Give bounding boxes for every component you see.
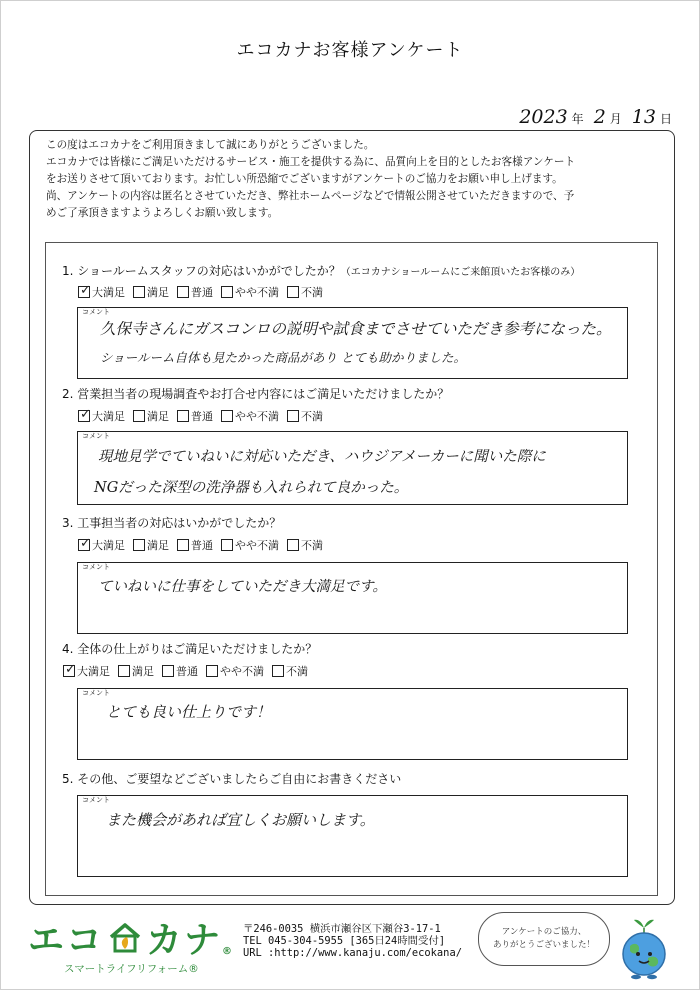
question-4 bbox=[62, 640, 317, 657]
comment-label: コメント bbox=[82, 308, 110, 316]
date-day-unit: 日 bbox=[659, 112, 672, 126]
question-5 bbox=[62, 770, 401, 787]
checkbox[interactable] bbox=[118, 665, 130, 677]
checkbox[interactable] bbox=[206, 665, 218, 677]
checkbox-checked[interactable] bbox=[78, 286, 90, 298]
logo-registered-mark: ® bbox=[222, 946, 235, 957]
q4-option-neutral[interactable] bbox=[162, 663, 198, 679]
checkbox[interactable] bbox=[162, 665, 174, 677]
address-line: 〒246-0035 横浜市瀬谷区下瀬谷3-17-1 bbox=[243, 923, 441, 935]
question-4-text: 4. 全体の仕上がりはご満足いただけましたか？ bbox=[62, 642, 318, 656]
comment-label: コメント bbox=[82, 563, 110, 571]
q2-option-satisfied[interactable] bbox=[133, 408, 169, 424]
q1-option-neutral[interactable] bbox=[177, 284, 213, 300]
q1-option-dissatisfied[interactable] bbox=[287, 284, 323, 300]
comment-handwriting: また機会があれば宜しくお願いします。 bbox=[106, 811, 375, 829]
option-label: 大満足 bbox=[92, 286, 125, 299]
option-label: 満足 bbox=[132, 665, 154, 678]
option-label: 大満足 bbox=[92, 539, 125, 552]
page-title: エコカナお客様アンケート bbox=[236, 40, 464, 61]
checkbox[interactable] bbox=[287, 286, 299, 298]
option-label: 不満 bbox=[286, 665, 308, 678]
question-3 bbox=[62, 514, 281, 531]
question-5-text: 5. その他、ご要望などございましたらご自由にお書きください bbox=[62, 772, 402, 786]
intro-line: この度はエコカナをご利用頂きまして誠にありがとうございました。 bbox=[46, 139, 375, 151]
phone-line: TEL 045-304-5955 [365日24時間受付] bbox=[243, 935, 446, 947]
q3-option-somewhat-dissatisfied[interactable] bbox=[221, 537, 279, 553]
q2-option-dissatisfied[interactable] bbox=[287, 408, 323, 424]
checkbox[interactable] bbox=[177, 286, 189, 298]
comment-handwriting: NGだった深型の洗浄器も入れられて良かった。 bbox=[94, 480, 409, 496]
question-4-options bbox=[63, 663, 308, 679]
question-1-text: 1. ショールームスタッフの対応はいかがでしたか？ bbox=[62, 264, 341, 278]
q2-option-very-satisfied[interactable] bbox=[78, 408, 125, 424]
option-label: 不満 bbox=[301, 286, 323, 299]
question-1-comment-box[interactable] bbox=[77, 307, 628, 379]
option-label: 普通 bbox=[176, 665, 198, 678]
option-label: 満足 bbox=[147, 286, 169, 299]
question-3-comment-box[interactable] bbox=[77, 562, 628, 634]
logo-text-eco: エコ bbox=[28, 920, 105, 961]
earth-mascot-icon bbox=[612, 914, 676, 980]
option-label: 大満足 bbox=[92, 410, 125, 423]
date-day: 13 bbox=[631, 106, 656, 128]
question-1 bbox=[62, 262, 580, 279]
checkbox-checked[interactable] bbox=[63, 665, 75, 677]
question-5-comment-box[interactable] bbox=[77, 795, 628, 877]
question-2-text: 2. 営業担当者の現場調査やお打合せ内容にはご満足いただけましたか？ bbox=[62, 387, 450, 401]
q3-option-neutral[interactable] bbox=[177, 537, 213, 553]
checkbox[interactable] bbox=[272, 665, 284, 677]
checkbox-checked[interactable] bbox=[78, 539, 90, 551]
option-label: やや不満 bbox=[235, 539, 279, 552]
q3-option-satisfied[interactable] bbox=[133, 537, 169, 553]
intro-line: めご了承頂きますようよろしくお願い致します。 bbox=[46, 207, 279, 219]
q3-option-very-satisfied[interactable] bbox=[78, 537, 125, 553]
comment-handwriting: とても良い仕上りです！ bbox=[106, 703, 272, 721]
comment-handwriting: 久保寺さんにガスコンロの説明や試食までさせていただき参考になった。 bbox=[100, 320, 612, 338]
question-2 bbox=[62, 385, 449, 402]
option-label: やや不満 bbox=[235, 410, 279, 423]
question-1-options bbox=[78, 284, 323, 300]
question-2-options bbox=[78, 408, 323, 424]
q4-option-satisfied[interactable] bbox=[118, 663, 154, 679]
checkbox[interactable] bbox=[221, 539, 233, 551]
house-leaf-icon bbox=[108, 922, 142, 954]
date-month: 2 bbox=[593, 106, 606, 128]
question-3-text: 3. 工事担当者の対応はいかがでしたか？ bbox=[62, 516, 282, 530]
comment-handwriting: ていねいに仕事をしていただき大満足です。 bbox=[98, 579, 387, 595]
q4-option-very-satisfied[interactable] bbox=[63, 663, 110, 679]
checkbox[interactable] bbox=[287, 539, 299, 551]
checkbox-checked[interactable] bbox=[78, 410, 90, 422]
option-label: やや不満 bbox=[220, 665, 264, 678]
q1-option-satisfied[interactable] bbox=[133, 284, 169, 300]
thanks-speech-bubble bbox=[478, 912, 610, 966]
option-label: 大満足 bbox=[77, 665, 110, 678]
comment-label: コメント bbox=[82, 689, 110, 697]
checkbox[interactable] bbox=[133, 410, 145, 422]
option-label: 満足 bbox=[147, 539, 169, 552]
question-2-comment-box[interactable] bbox=[77, 431, 628, 505]
option-label: 普通 bbox=[191, 539, 213, 552]
comment-handwriting: 現地見学でていねいに対応いただき、ハウジアメーカーに聞いた際に bbox=[98, 449, 546, 465]
q3-option-dissatisfied[interactable] bbox=[287, 537, 323, 553]
intro-line: をお送りさせて頂いております。お忙しい所恐縮でございますがアンケートのご協力をお願い申し上げます。 bbox=[46, 173, 563, 185]
url-line: URL :http://www.kanaju.com/ecokana/ bbox=[243, 947, 462, 959]
q1-option-very-satisfied[interactable] bbox=[78, 284, 125, 300]
question-4-comment-box[interactable] bbox=[77, 688, 628, 760]
option-label: 満足 bbox=[147, 410, 169, 423]
q2-option-somewhat-dissatisfied[interactable] bbox=[221, 408, 279, 424]
option-label: やや不満 bbox=[235, 286, 279, 299]
intro-line: 尚、アンケートの内容は匿名とさせていただき、弊社ホームページなどで情報公開させていただきますので、予 bbox=[46, 190, 575, 202]
logo-tagline: スマートライフリフォーム® bbox=[64, 963, 199, 975]
date-year: 2023 bbox=[519, 106, 568, 128]
option-label: 普通 bbox=[191, 286, 213, 299]
question-1-note: （エコカナショールームにご来館頂いたお客様のみ） bbox=[340, 267, 581, 278]
checkbox[interactable] bbox=[221, 410, 233, 422]
thanks-line: アンケートのご協力、 bbox=[501, 927, 587, 937]
q2-option-neutral[interactable] bbox=[177, 408, 213, 424]
checkbox[interactable] bbox=[177, 410, 189, 422]
date-year-unit: 年 bbox=[571, 112, 584, 126]
option-label: 普通 bbox=[191, 410, 213, 423]
logo-text-kana: カナ bbox=[146, 920, 223, 961]
q1-option-somewhat-dissatisfied[interactable] bbox=[221, 284, 279, 300]
thanks-line: ありがとうございました！ bbox=[492, 940, 595, 950]
intro-line: エコカナでは皆様にご満足いただけるサービス・施工を提供する為に、品質向上を目的としたお客様アンケート bbox=[46, 156, 576, 168]
comment-label: コメント bbox=[82, 796, 110, 804]
comment-handwriting: ショールーム自体も見たかった商品があり とても助かりました。 bbox=[100, 350, 466, 365]
question-3-options bbox=[78, 537, 323, 553]
ecokana-logo bbox=[28, 912, 234, 976]
comment-label: コメント bbox=[82, 432, 110, 440]
checkbox[interactable] bbox=[133, 286, 145, 298]
q4-option-dissatisfied[interactable] bbox=[272, 663, 308, 679]
checkbox[interactable] bbox=[133, 539, 145, 551]
company-address bbox=[243, 923, 462, 959]
option-label: 不満 bbox=[301, 539, 323, 552]
checkbox[interactable] bbox=[287, 410, 299, 422]
intro-text bbox=[46, 137, 666, 222]
checkbox[interactable] bbox=[221, 286, 233, 298]
q4-option-somewhat-dissatisfied[interactable] bbox=[206, 663, 264, 679]
option-label: 不満 bbox=[301, 410, 323, 423]
date-line bbox=[519, 106, 678, 128]
date-month-unit: 月 bbox=[609, 112, 622, 126]
checkbox[interactable] bbox=[177, 539, 189, 551]
